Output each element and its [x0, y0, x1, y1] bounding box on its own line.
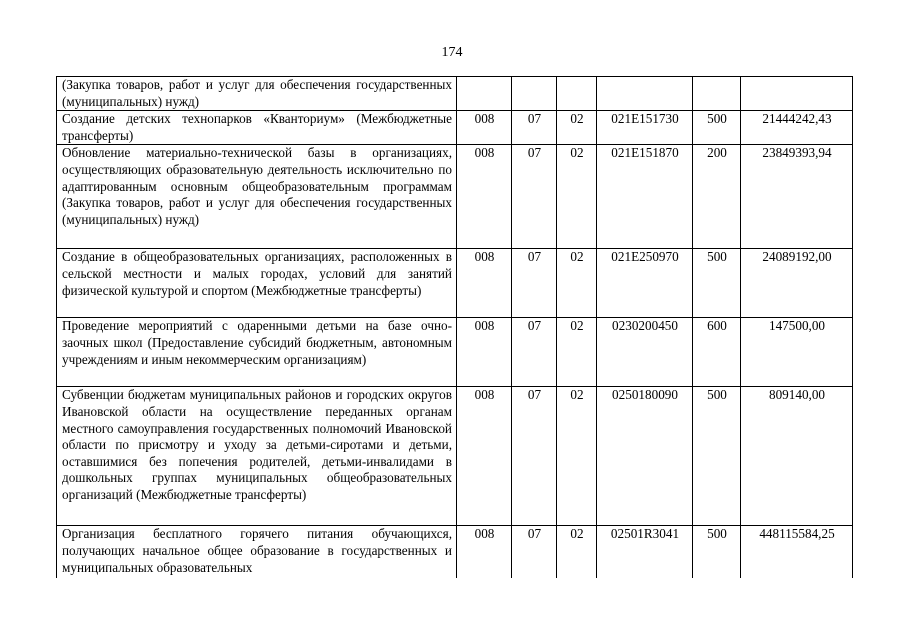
row-expense-type: 500 [693, 111, 741, 145]
row-section: 07 [512, 526, 557, 578]
row-ministry: 008 [457, 387, 512, 526]
row-target: 021E151730 [597, 111, 693, 145]
budget-table [56, 76, 853, 578]
row-name: Обновление материально-технической базы в организациях, осуществляющих образовательную деятельность исключительно по адаптированным основным общеобразовательным программам (Закупка товаров, работ и услуг для обеспечения государственных (муниципальных) нужд) [57, 145, 457, 249]
row-target: 02501R3041 [597, 526, 693, 578]
row-amount: 809140,00 [741, 387, 853, 526]
row-ministry [457, 77, 512, 111]
row-ministry: 008 [457, 526, 512, 578]
row-subsection: 02 [557, 145, 597, 249]
table-row [57, 145, 853, 249]
row-target: 0230200450 [597, 318, 693, 387]
row-ministry: 008 [457, 318, 512, 387]
table-row [57, 387, 853, 526]
row-target [597, 77, 693, 111]
row-amount: 448115584,25 [741, 526, 853, 578]
row-name: Создание в общеобразовательных организациях, расположенных в сельской местности и малых городах, условий для занятий физической культурой и спортом (Межбюджетные трансферты) [57, 249, 457, 318]
row-expense-type: 500 [693, 387, 741, 526]
row-subsection [557, 77, 597, 111]
row-ministry: 008 [457, 145, 512, 249]
row-name: Проведение мероприятий с одаренными детьми на базе очно-заочных школ (Предоставление субсидий бюджетным, автономным учреждениям и иным некоммерческим организациям) [57, 318, 457, 387]
row-section: 07 [512, 145, 557, 249]
row-subsection: 02 [557, 526, 597, 578]
row-subsection: 02 [557, 318, 597, 387]
row-amount: 21444242,43 [741, 111, 853, 145]
row-ministry: 008 [457, 111, 512, 145]
row-ministry: 008 [457, 249, 512, 318]
table-row [57, 318, 853, 387]
row-expense-type [693, 77, 741, 111]
row-expense-type: 200 [693, 145, 741, 249]
row-amount: 147500,00 [741, 318, 853, 387]
row-expense-type: 500 [693, 526, 741, 578]
row-name: Организация бесплатного горячего питания обучающихся, получающих начальное общее образование в государственных и муниципальных образовательных [57, 526, 457, 578]
row-section [512, 77, 557, 111]
row-amount: 23849393,94 [741, 145, 853, 249]
row-name: Создание детских технопарков «Кванториум» (Межбюджетные трансферты) [57, 111, 457, 145]
row-section: 07 [512, 111, 557, 145]
row-section: 07 [512, 387, 557, 526]
page-number: 174 [441, 45, 463, 60]
row-section: 07 [512, 318, 557, 387]
row-amount: 24089192,00 [741, 249, 853, 318]
table-row [57, 111, 853, 145]
row-subsection: 02 [557, 387, 597, 526]
row-amount [741, 77, 853, 111]
row-subsection: 02 [557, 249, 597, 318]
row-target: 0250180090 [597, 387, 693, 526]
row-name: (Закупка товаров, работ и услуг для обеспечения государственных (муниципальных) нужд) [57, 77, 457, 111]
row-target: 021E250970 [597, 249, 693, 318]
table-row [57, 526, 853, 578]
row-target: 021E151870 [597, 145, 693, 249]
table-row [57, 249, 853, 318]
row-expense-type: 500 [693, 249, 741, 318]
row-name: Субвенции бюджетам муниципальных районов и городских округов Ивановской области на осуществление переданных органам местного самоуправления государственных полномочий Ивановской области по присмотру и уходу за детьми-сиротами и детьми, оставшимися без попечения родителей, детьми-инвалидами в дошкольных группах муниципальных общеобразовательных организаций (Межбюджетные трансферты) [57, 387, 457, 526]
row-section: 07 [512, 249, 557, 318]
row-subsection: 02 [557, 111, 597, 145]
row-expense-type: 600 [693, 318, 741, 387]
table-row [57, 77, 853, 111]
